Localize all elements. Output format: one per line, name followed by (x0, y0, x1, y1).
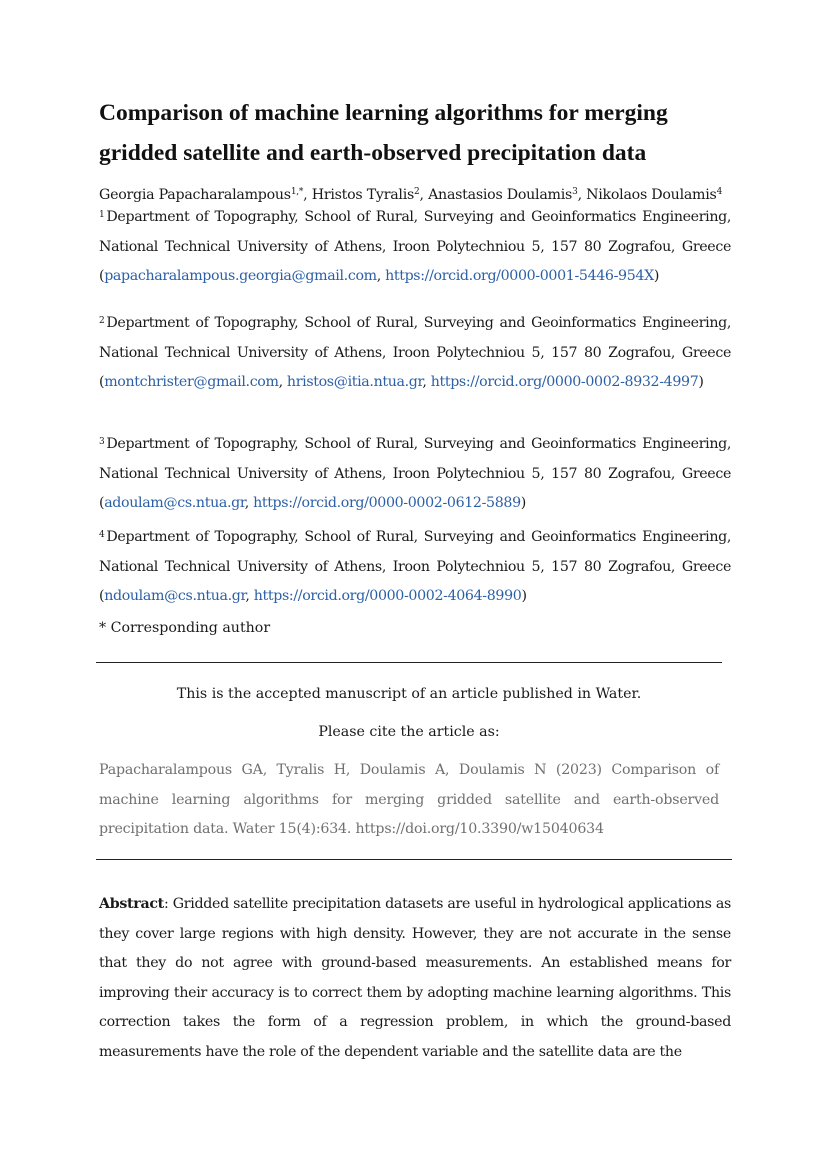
abstract-label: Abstract (99, 896, 164, 912)
author: Nikolaos Doulamis$^4$ (586, 187, 723, 203)
publication-notice: This is the accepted manuscript of an article published in Water. (176, 686, 642, 702)
abstract (99, 890, 731, 1067)
citation-text: Papacharalampous GA, Tyralis H, Doulamis A, Doulamis N (2023) Comparison of machine learning algorithms for merging gridded satellite and earth-observed precipitation data. Water 15(4):634. https://doi.org/10.3390/w15040634 (99, 762, 719, 837)
author: Hristos Tyralis$^2$, (311, 187, 429, 203)
corresponding-author-note: * Corresponding author (99, 620, 271, 636)
divider-bottom (96, 859, 732, 860)
email-link[interactable]: adoulam@cs.ntua.gr (104, 495, 245, 511)
affiliation-1: $^1$ Department of Topography, School of Rural, Surveying and Geoinformatics Engineering, National Technical University of Athens, Iroon Polytechniou 5, 157 80 Zografou, Greece (papacharalampous.georgia@gmail.com, https://orcid.org/0000-0001-5446-954X) (99, 209, 731, 284)
paper-title: Comparison of machine learning algorithms for merging gridded satellite and earth-observed precipitation data (99, 100, 668, 166)
email-link[interactable]: ndoulam@cs.ntua.gr (104, 588, 246, 604)
abstract-text: : Gridded satellite precipitation datasets are useful in hydrological applications as they cover large regions with high density. However, they are not accurate in the sense that they do not agree with ground-based measurements. An established means for improving their accuracy is to correct them by adopting machine learning algorithms. This correction takes the form of a regression problem, in which the ground-based measurements have the role of the dependent variable and the satellite data are the (99, 896, 731, 1060)
orcid-link[interactable]: https://orcid.org/0000-0002-8932-4997 (430, 374, 699, 390)
email-link[interactable]: hristos@itia.ntua.gr (286, 374, 423, 390)
author: Georgia Papacharalampous$^{1,*}$, (99, 187, 312, 203)
orcid-link[interactable]: https://orcid.org/0000-0001-5446-954X (385, 268, 654, 284)
affiliation-4: $^4$ Department of Topography, School of Rural, Surveying and Geoinformatics Engineering, National Technical University of Athens, Iroon Polytechniou 5, 157 80 Zografou, Greece (ndoulam@cs.ntua.gr, https://orcid.org/0000-0002-4064-8990) (99, 529, 731, 604)
divider-top (96, 662, 722, 663)
cite-instruction: Please cite the article as: (318, 724, 500, 740)
affiliation-2: $^2$ Department of Topography, School of Rural, Surveying and Geoinformatics Engineering, National Technical University of Athens, Iroon Polytechniou 5, 157 80 Zografou, Greece (montchrister@gmail.com, hristos@itia.ntua.gr, https://orcid.org/0000-0002-8932-4997) (99, 315, 731, 390)
orcid-link[interactable]: https://orcid.org/0000-0002-4064-8990 (253, 588, 522, 604)
author: Anastasios Doulamis$^3$, (428, 187, 587, 203)
orcid-link[interactable]: https://orcid.org/0000-0002-0612-5889 (253, 495, 521, 511)
email-link[interactable]: papacharalampous.georgia@gmail.com (104, 268, 377, 284)
email-link[interactable]: montchrister@gmail.com (104, 374, 279, 390)
affiliation-3: $^3$ Department of Topography, School of Rural, Surveying and Geoinformatics Engineering, National Technical University of Athens, Iroon Polytechniou 5, 157 80 Zografou, Greece (adoulam@cs.ntua.gr, https://orcid.org/0000-0002-0612-5889) (99, 436, 731, 511)
